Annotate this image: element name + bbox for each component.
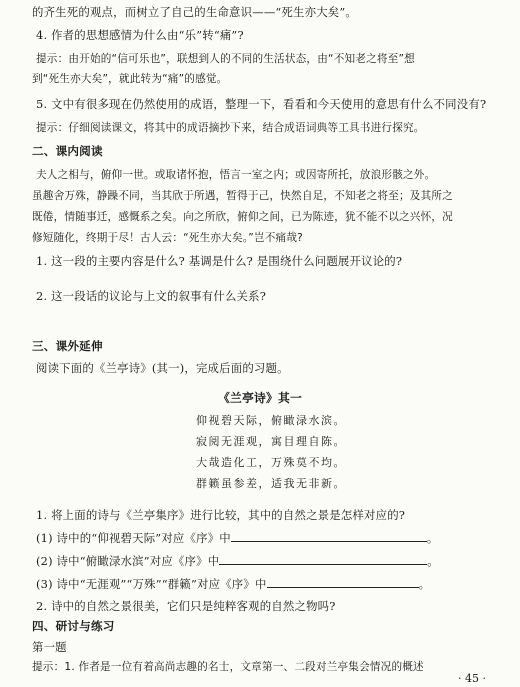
poem-title: 《兰亭诗》其一	[218, 391, 302, 405]
section-3-intro: 阅读下面的《兰亭诗》(其一)，完成后面的习题。	[36, 361, 289, 375]
section-2-question-1: 1. 这一段的主要内容是什么? 基调是什么? 是围绕什么问题展开议论的?	[36, 254, 403, 268]
question-4: 4. 作者的思想感情为什么由“乐”转“痛”?	[36, 28, 244, 42]
passage-line-4: 修短随化，终期于尽！古人云：“死生亦大矣。”岂不痛哉?	[32, 232, 303, 244]
question-5: 5. 文中有很多现在仍然使用的成语，整理一下，看看和今天使用的意思有什么不同没有?	[36, 97, 487, 111]
page-number: · 45 ·	[458, 672, 486, 685]
fill-in-2-prompt: (2) 诗中“俯瞰渌水滨”对应《序》中	[36, 554, 220, 568]
question-5-hint: 提示：仔细阅读课文，将其中的成语摘抄下来，结合成语词典等工具书进行探究。	[36, 122, 425, 134]
answer-blank-1[interactable]	[231, 530, 427, 542]
section-2-question-2: 2. 这一段话的议论与上文的叙事有什么关系?	[36, 289, 267, 303]
poem-line-1: 仰视碧天际，俯瞰渌水滨。	[196, 414, 346, 427]
answer-blank-2[interactable]	[219, 553, 427, 565]
passage-line-2: 虽趣舍万殊，静躁不同，当其欣于所遇，暂得于己，快然自足，不知老之将至；及其所之	[32, 190, 453, 202]
section-4-heading: 四、研讨与练习	[32, 619, 115, 633]
section-3-question-1: 1. 将上面的诗与《兰亭集序》进行比较，其中的自然之景是怎样对应的?	[36, 508, 406, 522]
intro-line: 的齐生死的观点，而树立了自己的生命意识——“死生亦大矣”。	[32, 5, 357, 19]
fill-in-2-period: 。	[427, 554, 439, 568]
section-2-heading: 二、课内阅读	[32, 144, 103, 158]
question-4-hint-line-2: 到“死生亦大矣”，就此转为“痛”的感觉。	[32, 73, 228, 85]
fill-in-1	[36, 530, 492, 546]
poem-line-3: 大哉造化工，万殊莫不均。	[196, 456, 346, 469]
fill-in-3-prompt: (3) 诗中“无涯观”“万殊”“群籁”对应《序》中	[36, 577, 267, 591]
poem-line-2: 寂阅无涯观，寓目理自陈。	[196, 435, 346, 448]
fill-in-1-prompt: (1) 诗中的“仰视碧天际”对应《序》中	[36, 531, 231, 545]
section-3-heading: 三、课外延伸	[32, 339, 103, 353]
poem-line-4: 群籁虽参差，适我无非新。	[196, 477, 346, 490]
fill-in-1-period: 。	[426, 531, 439, 545]
passage-line-3: 既倦，情随事迁，感慨系之矣。向之所欣，俯仰之间，已为陈迹，犹不能不以之兴怀，况	[32, 211, 453, 223]
fill-in-3-period: 。	[418, 577, 431, 591]
fill-in-2	[36, 553, 492, 569]
fill-in-3	[36, 576, 492, 592]
question-4-hint-line-1: 提示：由开始的“信可乐也”，联想到人的不同的生活状态，由“不知老之将至”想	[36, 53, 415, 65]
passage-line-1: 夫人之相与，俯仰一世。或取诸怀抱，悟言一室之内；或因寄所托，放浪形骸之外。	[36, 169, 436, 181]
answer-blank-3[interactable]	[267, 576, 419, 588]
section-4-sub-heading: 第一题	[32, 640, 67, 654]
section-3-question-2: 2. 诗中的自然之景很美，它们只是纯粹客观的自然之物吗?	[36, 599, 336, 613]
section-4-hint-line-1: 提示：1. 作者是一位有着高尚志趣的名士，文章第一、二段对兰亭集会情况的概述	[32, 661, 424, 673]
